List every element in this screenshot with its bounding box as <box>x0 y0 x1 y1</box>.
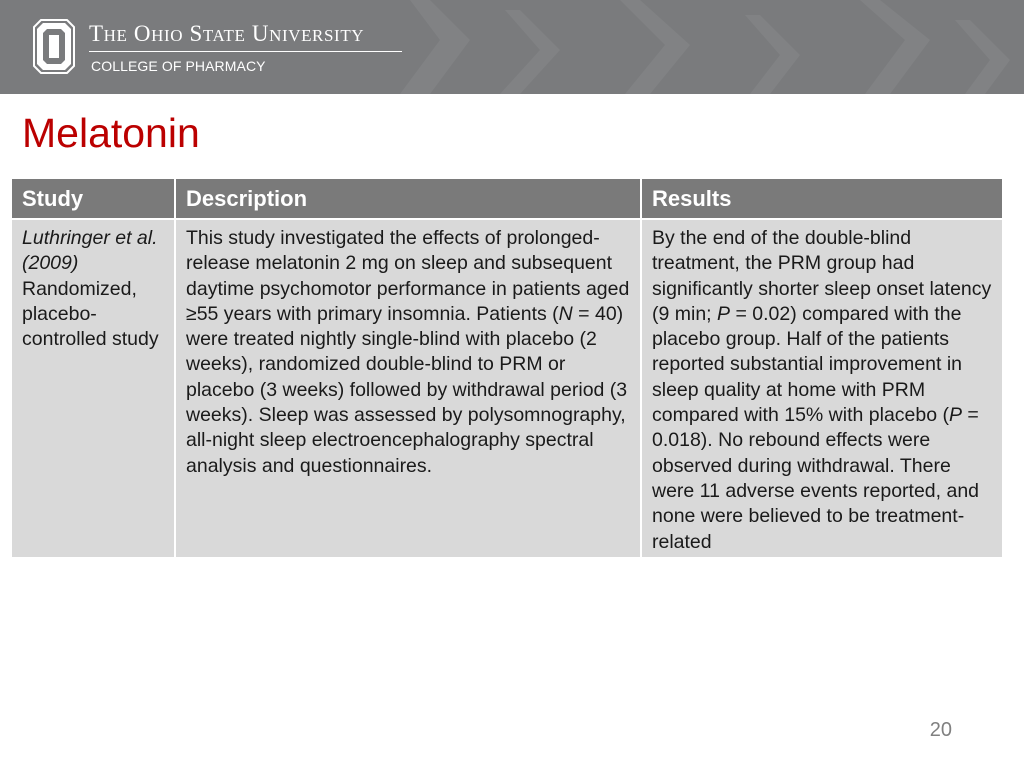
header-divider <box>89 51 402 52</box>
slide-title: Melatonin <box>22 110 200 156</box>
cell-description <box>175 219 641 557</box>
table-row <box>12 219 1002 557</box>
results-text-2: = 0.02) compared with the placebo group. Half of the patients reported substantial improvement in sleep quality at home with PRM compared with 15% with placebo ( <box>652 302 962 427</box>
results-p-symbol-2: P <box>949 404 963 427</box>
table-header-row <box>12 179 1002 219</box>
description-n-symbol: N <box>558 302 573 325</box>
column-header-results: Results <box>641 179 1002 219</box>
results-text-3: = 0.018). No rebound effects were observed during withdrawal. There were 11 adverse events reported, and none were believed to be treatment-related <box>652 404 980 553</box>
study-citation: Luthringer et al. (2009) <box>22 227 158 275</box>
column-header-description: Description <box>175 179 641 219</box>
results-text-1: By the end of the double-blind treatment, the PRM group had significantly shorter sleep onset latency (9 min; <box>652 227 992 325</box>
study-table <box>12 179 1002 557</box>
description-text-1: This study investigated the effects of prolonged-release melatonin 2 mg on sleep and subsequent daytime psychomotor performance in patients aged ≥55 years with primary insomnia. Patients ( <box>186 227 630 325</box>
description-text-2: = 40) were treated nightly single-blind with placebo (2 weeks), randomized double-blind to PRM or placebo (3 weeks) followed by withdrawal period (3 weeks). Sleep was assessed by polysomnography, all-night sleep electroencephalography spectral analysis and questionnaires. <box>186 302 628 477</box>
cell-results <box>641 219 1002 557</box>
university-name: THE OHIO STATE UNIVERSITY <box>89 21 365 46</box>
header-banner <box>0 0 1024 94</box>
college-name: COLLEGE OF PHARMACY <box>91 58 266 74</box>
column-header-study: Study <box>12 179 175 219</box>
block-o-logo-icon <box>33 19 75 74</box>
results-p-symbol-1: P <box>717 302 731 325</box>
study-design: Randomized, placebo-controlled study <box>22 277 159 351</box>
cell-study <box>12 219 175 557</box>
page-number: 20 <box>929 719 952 741</box>
